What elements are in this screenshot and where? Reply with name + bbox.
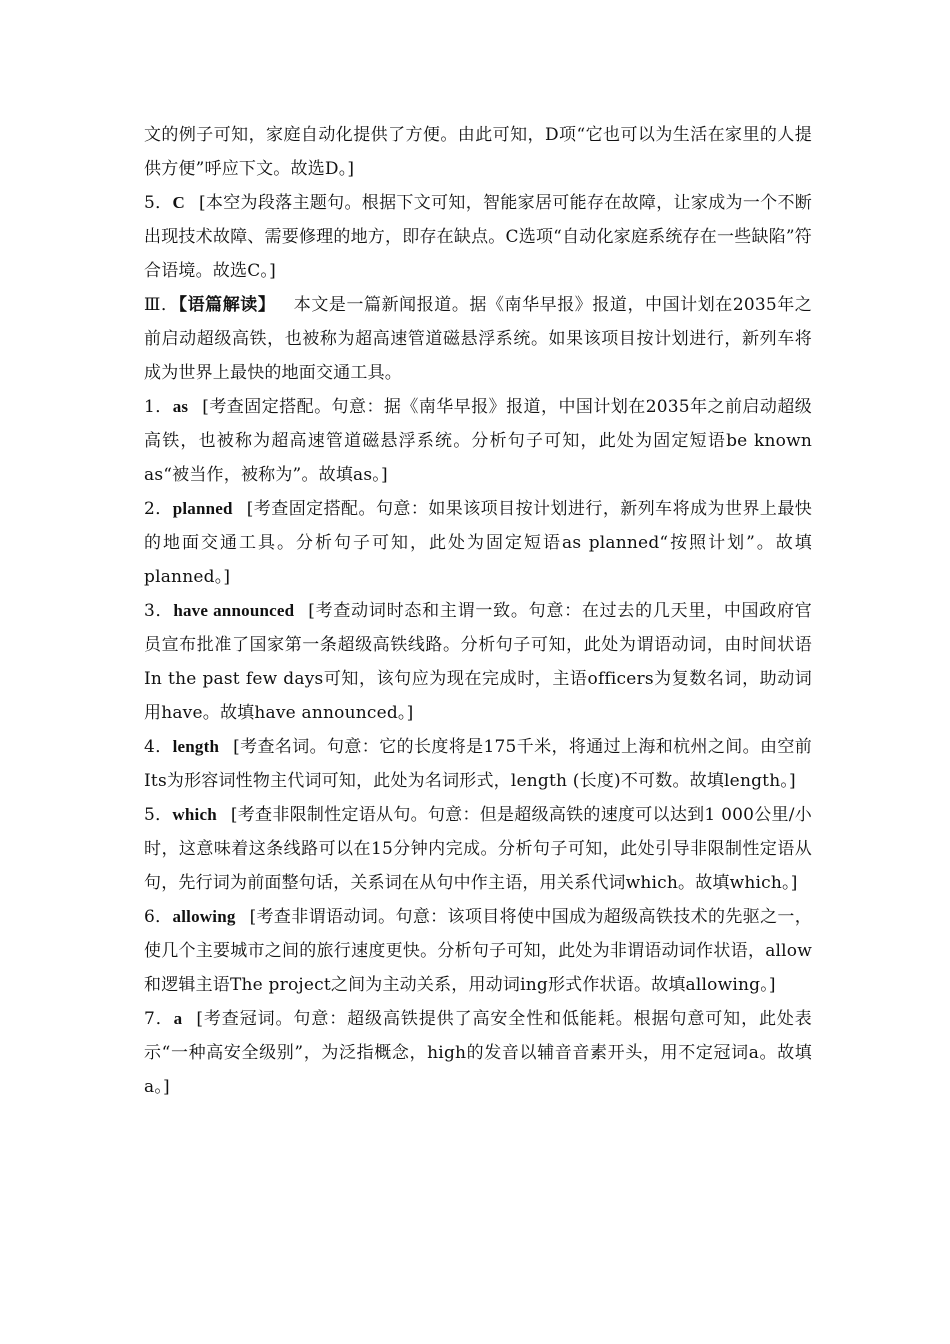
- answer-item-4: [144, 730, 812, 798]
- answer-item-1: [144, 390, 812, 492]
- item-number: 3．: [144, 601, 174, 621]
- item-explanation: [考查非限制性定语从句。句意：但是超级高铁的速度可以达到1 000公里/小时，这意味着这条线路可以在15分钟内完成。分析句子可知，此处引导非限制性定语从句，先行词为前面整句话，关系词在从句中作主语，用关系代词which。故填which。]: [144, 805, 812, 893]
- item-answer: a: [173, 1009, 183, 1028]
- item-number: 4．: [144, 737, 173, 757]
- item-answer: planned: [172, 499, 233, 518]
- item-answer: have announced: [173, 601, 295, 620]
- section-summary: 本文是一篇新闻报道。据《南华早报》报道，中国计划在2035年之前启动超级高铁，也被称为超高速管道磁悬浮系统。如果该项目按计划进行，新列车将成为世界上最快的地面交通工具。: [144, 295, 813, 383]
- item-number: 5．: [144, 805, 173, 825]
- item-number: 6．: [144, 907, 173, 927]
- section-number: Ⅲ．: [144, 295, 179, 315]
- item-number: 2．: [144, 499, 173, 519]
- item-explanation: [考查非谓语动词。句意：该项目将使中国成为超级高铁技术的先驱之一，使几个主要城市之间的旅行速度更快。分析句子可知，此处为非谓语动词作状语，allow和逻辑主语The project之间为主动关系，用动词ing形式作状语。故填allowing。]: [144, 907, 812, 995]
- item-explanation: [考查动词时态和主谓一致。句意：在过去的几天里，中国政府官员宣布批准了国家第一条超级高铁线路。分析句子可知，此处为谓语动词，由时间状语In the past few days可知，该句应为现在完成时，主语officers为复数名词，助动词用have。故填have announced。]: [144, 601, 812, 723]
- answer-item-2: [144, 492, 812, 594]
- section-header-3: [144, 288, 812, 390]
- item-number: 5．: [144, 193, 173, 213]
- paragraph-continuation: 文的例子可知，家庭自动化提供了方便。由此可知，D项“它也可以为生活在家里的人提供方便”呼应下文。故选D。]: [144, 125, 812, 179]
- answer-item-5: [144, 798, 812, 900]
- item-explanation: [考查冠词。句意：超级高铁提供了高安全性和低能耗。根据句意可知，此处表示“一种高安全级别”，为泛指概念，high的发音以辅音音素开头，用不定冠词a。故填a。]: [144, 1009, 812, 1097]
- answer-item-3: [144, 594, 812, 730]
- item-answer: as: [172, 397, 189, 416]
- answer-item-prev-5: [144, 186, 812, 288]
- item-explanation: [考查固定搭配。句意：如果该项目按计划进行，新列车将成为世界上最快的地面交通工具。分析句子可知，此处为固定短语as planned“按照计划”。故填planned。]: [144, 499, 812, 587]
- item-explanation: [考查固定搭配。句意：据《南华早报》报道，中国计划在2035年之前启动超级高铁，也被称为超高速管道磁悬浮系统。分析句子可知，此处为固定短语be known as“被当作，被称为”。故填as。]: [144, 397, 813, 485]
- answer-item-6: [144, 900, 812, 1002]
- item-answer: length: [172, 737, 220, 756]
- item-answer: which: [172, 805, 217, 824]
- answer-explanations: [144, 118, 812, 1104]
- item-explanation: [考查名词。句意：它的长度将是175千米，将通过上海和杭州之间。由空前Its为形容词性物主代词可知，此处为名词形式，length (长度)不可数。故填length。]: [144, 737, 812, 791]
- item-answer: allowing: [172, 907, 236, 926]
- section-label: 【语篇解读】: [178, 295, 276, 314]
- answer-item-7: [144, 1002, 812, 1104]
- item-answer: C: [172, 193, 185, 212]
- item-number: 1．: [144, 397, 173, 417]
- item-number: 7．: [144, 1009, 174, 1029]
- item-explanation: [本空为段落主题句。根据下文可知，智能家居可能存在故障，让家成为一个不断出现技术故障、需要修理的地方，即存在缺点。C选项“自动化家庭系统存在一些缺陷”符合语境。故选C。]: [144, 193, 812, 281]
